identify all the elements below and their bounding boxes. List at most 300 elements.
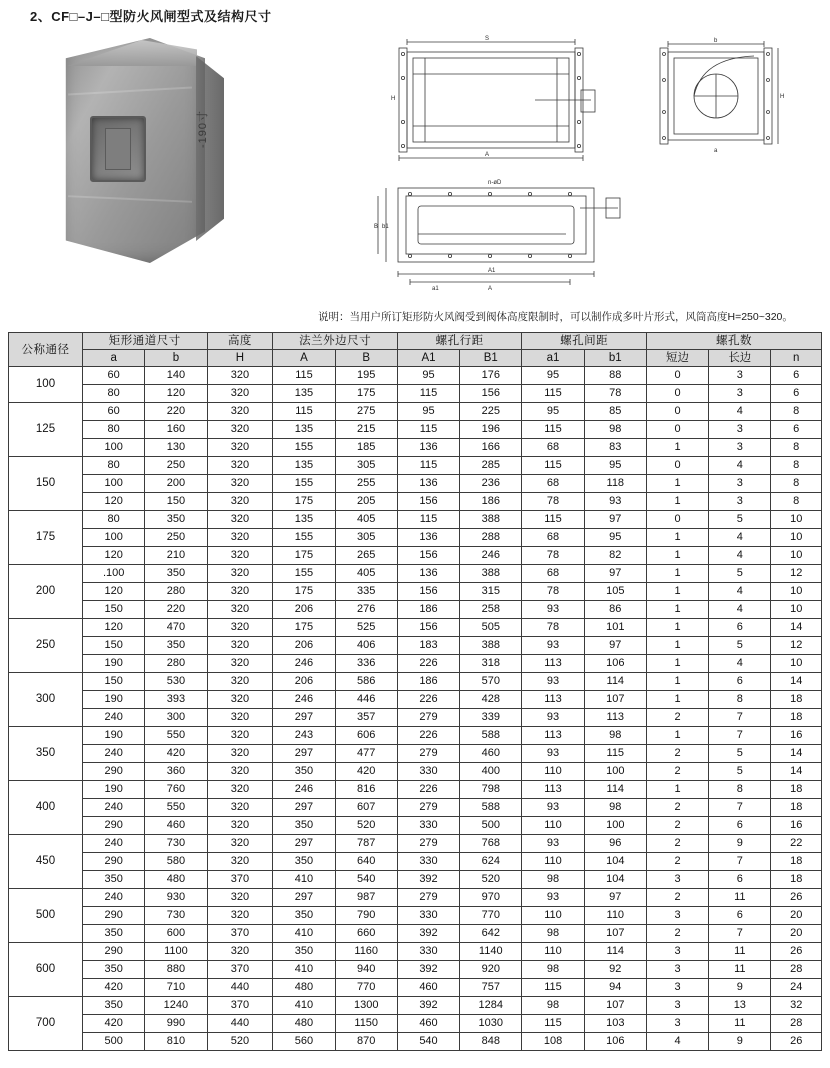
cell-a: 420 <box>83 979 145 997</box>
cell-a1: 68 <box>522 439 584 457</box>
cell-A: 206 <box>273 637 335 655</box>
cell-长边: 3 <box>709 367 771 385</box>
cell-H: 320 <box>207 547 273 565</box>
cell-n: 6 <box>771 421 822 439</box>
cell-a: 100 <box>83 439 145 457</box>
cell-短边: 1 <box>646 655 708 673</box>
cell-n: 16 <box>771 817 822 835</box>
cell-短边: 1 <box>646 781 708 799</box>
cell-短边: 2 <box>646 925 708 943</box>
cell-A1: 136 <box>397 529 459 547</box>
cell-短边: 0 <box>646 367 708 385</box>
cell-B1: 770 <box>460 907 522 925</box>
cell-b: 360 <box>145 763 207 781</box>
cell-B1: 400 <box>460 763 522 781</box>
cell-H: 320 <box>207 907 273 925</box>
cell-A1: 279 <box>397 799 459 817</box>
svg-text:S: S <box>485 36 490 42</box>
table-row <box>9 583 822 601</box>
cell-H: 320 <box>207 655 273 673</box>
cell-a1: 78 <box>522 619 584 637</box>
cell-b1: 78 <box>584 385 646 403</box>
table-row <box>9 763 822 781</box>
cell-a: 350 <box>83 961 145 979</box>
cell-nominal-diameter: 100 <box>9 367 83 403</box>
cell-b1: 105 <box>584 583 646 601</box>
cell-b1: 97 <box>584 565 646 583</box>
figure-note: 说明：当用户所订矩形防火风阀受到阀体高度限制时，可以制作成多叶片形式，风筒高度H=250~320。 <box>318 311 793 323</box>
cell-b1: 88 <box>584 367 646 385</box>
cell-A: 560 <box>273 1033 335 1051</box>
cell-长边: 7 <box>709 799 771 817</box>
cell-b: 130 <box>145 439 207 457</box>
cell-B: 265 <box>335 547 397 565</box>
cell-n: 8 <box>771 457 822 475</box>
cell-b1: 101 <box>584 619 646 637</box>
cell-b1: 94 <box>584 979 646 997</box>
th-b1: b1 <box>584 350 646 367</box>
cell-b1: 95 <box>584 529 646 547</box>
cell-A1: 95 <box>397 367 459 385</box>
table-row <box>9 853 822 871</box>
cell-B1: 288 <box>460 529 522 547</box>
cell-B: 336 <box>335 655 397 673</box>
cell-a: 290 <box>83 907 145 925</box>
cell-长边: 11 <box>709 943 771 961</box>
cell-长边: 4 <box>709 529 771 547</box>
table-row <box>9 637 822 655</box>
cell-a1: 113 <box>522 655 584 673</box>
cell-b1: 100 <box>584 763 646 781</box>
cell-A1: 279 <box>397 709 459 727</box>
table-row <box>9 943 822 961</box>
cell-A1: 115 <box>397 385 459 403</box>
table-row <box>9 781 822 799</box>
cell-H: 320 <box>207 781 273 799</box>
cell-n: 10 <box>771 529 822 547</box>
cell-b: 120 <box>145 385 207 403</box>
table-row <box>9 835 822 853</box>
cell-长边: 5 <box>709 745 771 763</box>
cell-A1: 115 <box>397 457 459 475</box>
cell-短边: 3 <box>646 871 708 889</box>
cell-A: 297 <box>273 799 335 817</box>
cell-a1: 78 <box>522 583 584 601</box>
cell-A1: 136 <box>397 475 459 493</box>
cell-A1: 115 <box>397 511 459 529</box>
table-body <box>9 367 822 1051</box>
cell-短边: 2 <box>646 853 708 871</box>
cell-b1: 98 <box>584 799 646 817</box>
cell-b1: 110 <box>584 907 646 925</box>
cell-B1: 318 <box>460 655 522 673</box>
table-row <box>9 511 822 529</box>
cell-短边: 2 <box>646 799 708 817</box>
table-sub-header-row <box>9 350 822 367</box>
cell-B: 770 <box>335 979 397 997</box>
cell-b1: 93 <box>584 493 646 511</box>
cell-H: 320 <box>207 637 273 655</box>
table-group-header-row <box>9 333 822 350</box>
cell-a: 190 <box>83 781 145 799</box>
cell-H: 320 <box>207 619 273 637</box>
cell-b: 530 <box>145 673 207 691</box>
page-title: 2、CF□–J–□型防火风闸型式及结构尺寸 <box>30 9 272 24</box>
table-row <box>9 1015 822 1033</box>
cell-n: 10 <box>771 601 822 619</box>
th-flange-outer: 法兰外边尺寸 <box>273 333 398 350</box>
cell-B1: 588 <box>460 799 522 817</box>
cell-长边: 7 <box>709 709 771 727</box>
cell-a1: 110 <box>522 817 584 835</box>
cell-b1: 118 <box>584 475 646 493</box>
cell-短边: 3 <box>646 979 708 997</box>
svg-text:H: H <box>780 94 785 100</box>
cell-短边: 2 <box>646 835 708 853</box>
cell-B: 305 <box>335 457 397 475</box>
cell-B1: 166 <box>460 439 522 457</box>
cell-a: 190 <box>83 727 145 745</box>
cell-B: 357 <box>335 709 397 727</box>
cell-H: 320 <box>207 709 273 727</box>
cell-b1: 98 <box>584 727 646 745</box>
cell-b1: 107 <box>584 691 646 709</box>
cell-长边: 3 <box>709 439 771 457</box>
cell-A: 350 <box>273 853 335 871</box>
cell-b: 140 <box>145 367 207 385</box>
cell-B1: 1030 <box>460 1015 522 1033</box>
drawing-side-elevation <box>385 34 615 164</box>
cell-a: 350 <box>83 925 145 943</box>
cell-b: 990 <box>145 1015 207 1033</box>
cell-B: 787 <box>335 835 397 853</box>
cell-长边: 11 <box>709 889 771 907</box>
cell-A1: 330 <box>397 853 459 871</box>
cell-B: 175 <box>335 385 397 403</box>
cell-长边: 9 <box>709 835 771 853</box>
table-row <box>9 655 822 673</box>
cell-长边: 7 <box>709 727 771 745</box>
cell-B: 607 <box>335 799 397 817</box>
cell-a: 240 <box>83 745 145 763</box>
table-row <box>9 907 822 925</box>
cell-A: 350 <box>273 817 335 835</box>
cell-a1: 93 <box>522 637 584 655</box>
cell-A1: 330 <box>397 943 459 961</box>
th-long-side: 长边 <box>709 350 771 367</box>
cell-A1: 156 <box>397 493 459 511</box>
cell-A: 206 <box>273 673 335 691</box>
cell-b1: 106 <box>584 1033 646 1051</box>
cell-A: 135 <box>273 511 335 529</box>
photo-inspection-window <box>90 116 146 182</box>
cell-B: 606 <box>335 727 397 745</box>
cell-A1: 226 <box>397 655 459 673</box>
cell-B1: 186 <box>460 493 522 511</box>
cell-B1: 388 <box>460 637 522 655</box>
cell-H: 320 <box>207 727 273 745</box>
cell-B1: 236 <box>460 475 522 493</box>
cell-A: 206 <box>273 601 335 619</box>
th-B1: B1 <box>460 350 522 367</box>
cell-n: 18 <box>771 709 822 727</box>
cell-长边: 4 <box>709 601 771 619</box>
cell-长边: 4 <box>709 583 771 601</box>
cell-B: 477 <box>335 745 397 763</box>
cell-短边: 1 <box>646 547 708 565</box>
cell-B1: 246 <box>460 547 522 565</box>
cell-A1: 95 <box>397 403 459 421</box>
cell-短边: 3 <box>646 907 708 925</box>
cell-B: 405 <box>335 511 397 529</box>
cell-短边: 1 <box>646 529 708 547</box>
cell-H: 320 <box>207 799 273 817</box>
th-b: b <box>145 350 207 367</box>
cell-n: 8 <box>771 475 822 493</box>
cell-nominal-diameter: 250 <box>9 619 83 673</box>
cell-短边: 1 <box>646 475 708 493</box>
cell-a1: 110 <box>522 943 584 961</box>
cell-nominal-diameter: 350 <box>9 727 83 781</box>
cell-长边: 6 <box>709 907 771 925</box>
cell-b1: 114 <box>584 943 646 961</box>
cell-B: 215 <box>335 421 397 439</box>
cell-b1: 85 <box>584 403 646 421</box>
th-H: H <box>207 350 273 367</box>
cell-b: 730 <box>145 835 207 853</box>
cell-a1: 93 <box>522 673 584 691</box>
cell-A: 410 <box>273 961 335 979</box>
cell-a1: 110 <box>522 907 584 925</box>
cell-短边: 1 <box>646 439 708 457</box>
cell-B: 420 <box>335 763 397 781</box>
svg-text:B: B <box>374 224 379 230</box>
cell-n: 10 <box>771 511 822 529</box>
cell-B: 406 <box>335 637 397 655</box>
cell-a: 100 <box>83 475 145 493</box>
cell-H: 320 <box>207 943 273 961</box>
th-B: B <box>335 350 397 367</box>
cell-a1: 98 <box>522 925 584 943</box>
cell-nominal-diameter: 150 <box>9 457 83 511</box>
cell-短边: 2 <box>646 709 708 727</box>
table-row <box>9 493 822 511</box>
cell-B1: 1284 <box>460 997 522 1015</box>
cell-a1: 98 <box>522 871 584 889</box>
cell-b1: 83 <box>584 439 646 457</box>
cell-n: 12 <box>771 637 822 655</box>
drawing-plan-view <box>370 174 630 294</box>
th-A1: A1 <box>397 350 459 367</box>
product-photo <box>46 28 221 273</box>
cell-n: 12 <box>771 565 822 583</box>
cell-nominal-diameter: 200 <box>9 565 83 619</box>
cell-a: 290 <box>83 763 145 781</box>
cell-nominal-diameter: 400 <box>9 781 83 835</box>
cell-A: 297 <box>273 709 335 727</box>
cell-a: 290 <box>83 853 145 871</box>
cell-长边: 4 <box>709 655 771 673</box>
cell-n: 20 <box>771 907 822 925</box>
cell-n: 6 <box>771 385 822 403</box>
cell-A1: 226 <box>397 781 459 799</box>
cell-n: 14 <box>771 763 822 781</box>
cell-B: 520 <box>335 817 397 835</box>
cell-A: 135 <box>273 421 335 439</box>
cell-长边: 8 <box>709 781 771 799</box>
table-row <box>9 799 822 817</box>
cell-B: 816 <box>335 781 397 799</box>
cell-A1: 392 <box>397 925 459 943</box>
cell-H: 370 <box>207 961 273 979</box>
cell-B: 790 <box>335 907 397 925</box>
cell-a: 240 <box>83 709 145 727</box>
svg-text:H: H <box>391 96 396 102</box>
cell-b: 280 <box>145 655 207 673</box>
cell-n: 22 <box>771 835 822 853</box>
cell-n: 28 <box>771 961 822 979</box>
cell-长边: 13 <box>709 997 771 1015</box>
th-bolt-row-pitch: 螺孔行距 <box>397 333 522 350</box>
cell-a: 80 <box>83 385 145 403</box>
table-row <box>9 457 822 475</box>
cell-n: 26 <box>771 1033 822 1051</box>
cell-A1: 392 <box>397 997 459 1015</box>
cell-A: 410 <box>273 925 335 943</box>
cell-短边: 1 <box>646 565 708 583</box>
table-row <box>9 385 822 403</box>
cell-n: 18 <box>771 799 822 817</box>
cell-a: 240 <box>83 799 145 817</box>
cell-B: 640 <box>335 853 397 871</box>
cell-b: 880 <box>145 961 207 979</box>
cell-n: 8 <box>771 493 822 511</box>
th-a: a <box>83 350 145 367</box>
cell-b1: 100 <box>584 817 646 835</box>
th-rect-channel: 矩形通道尺寸 <box>83 333 208 350</box>
cell-b: 1100 <box>145 943 207 961</box>
cell-B: 185 <box>335 439 397 457</box>
cell-b1: 113 <box>584 709 646 727</box>
cell-b: 470 <box>145 619 207 637</box>
table-row <box>9 529 822 547</box>
cell-b1: 92 <box>584 961 646 979</box>
cell-n: 14 <box>771 745 822 763</box>
cell-B: 870 <box>335 1033 397 1051</box>
cell-b1: 115 <box>584 745 646 763</box>
cell-A: 175 <box>273 583 335 601</box>
cell-长边: 5 <box>709 763 771 781</box>
cell-nominal-diameter: 700 <box>9 997 83 1051</box>
cell-a: 120 <box>83 493 145 511</box>
cell-A: 297 <box>273 745 335 763</box>
cell-长边: 3 <box>709 385 771 403</box>
table-row <box>9 601 822 619</box>
cell-长边: 11 <box>709 961 771 979</box>
cell-a: 60 <box>83 403 145 421</box>
cell-A: 350 <box>273 943 335 961</box>
cell-B1: 505 <box>460 619 522 637</box>
cell-H: 320 <box>207 763 273 781</box>
cell-n: 14 <box>771 673 822 691</box>
cell-A1: 226 <box>397 691 459 709</box>
cell-n: 32 <box>771 997 822 1015</box>
svg-text:a1: a1 <box>432 286 439 292</box>
cell-长边: 6 <box>709 817 771 835</box>
cell-短边: 0 <box>646 457 708 475</box>
cell-H: 320 <box>207 493 273 511</box>
cell-B: 987 <box>335 889 397 907</box>
cell-B1: 768 <box>460 835 522 853</box>
cell-B1: 920 <box>460 961 522 979</box>
cell-长边: 4 <box>709 457 771 475</box>
cell-nominal-diameter: 125 <box>9 403 83 457</box>
table-row <box>9 709 822 727</box>
cell-H: 320 <box>207 889 273 907</box>
cell-b1: 104 <box>584 871 646 889</box>
cell-长边: 6 <box>709 871 771 889</box>
cell-b: 930 <box>145 889 207 907</box>
table-row <box>9 619 822 637</box>
cell-a1: 68 <box>522 475 584 493</box>
cell-B1: 156 <box>460 385 522 403</box>
table-row <box>9 871 822 889</box>
cell-b1: 103 <box>584 1015 646 1033</box>
cell-nominal-diameter: 500 <box>9 889 83 943</box>
th-n: n <box>771 350 822 367</box>
cell-A1: 540 <box>397 1033 459 1051</box>
cell-A1: 392 <box>397 871 459 889</box>
cell-B: 525 <box>335 619 397 637</box>
cell-b: 150 <box>145 493 207 511</box>
cell-A1: 136 <box>397 565 459 583</box>
cell-a: 120 <box>83 619 145 637</box>
cell-a: 240 <box>83 889 145 907</box>
cell-长边: 5 <box>709 511 771 529</box>
th-bolt-spacing: 螺孔间距 <box>522 333 647 350</box>
cell-b1: 97 <box>584 889 646 907</box>
table-row <box>9 979 822 997</box>
cell-H: 320 <box>207 439 273 457</box>
cell-长边: 9 <box>709 1033 771 1051</box>
cell-nominal-diameter: 175 <box>9 511 83 565</box>
cell-B: 940 <box>335 961 397 979</box>
cell-短边: 4 <box>646 1033 708 1051</box>
cell-B1: 970 <box>460 889 522 907</box>
cell-A: 243 <box>273 727 335 745</box>
cell-B1: 460 <box>460 745 522 763</box>
cell-A: 175 <box>273 493 335 511</box>
cell-H: 320 <box>207 583 273 601</box>
table-row <box>9 421 822 439</box>
cell-b: 393 <box>145 691 207 709</box>
cell-B: 586 <box>335 673 397 691</box>
cell-H: 320 <box>207 691 273 709</box>
cell-H: 320 <box>207 511 273 529</box>
cell-a1: 113 <box>522 691 584 709</box>
cell-H: 370 <box>207 997 273 1015</box>
cell-n: 10 <box>771 583 822 601</box>
th-height: 高度 <box>207 333 273 350</box>
cell-a: 150 <box>83 601 145 619</box>
table-row <box>9 403 822 421</box>
table-row <box>9 925 822 943</box>
drawing-end-view <box>650 36 785 156</box>
cell-短边: 1 <box>646 691 708 709</box>
cell-a: .100 <box>83 565 145 583</box>
cell-a1: 93 <box>522 745 584 763</box>
cell-A1: 279 <box>397 835 459 853</box>
